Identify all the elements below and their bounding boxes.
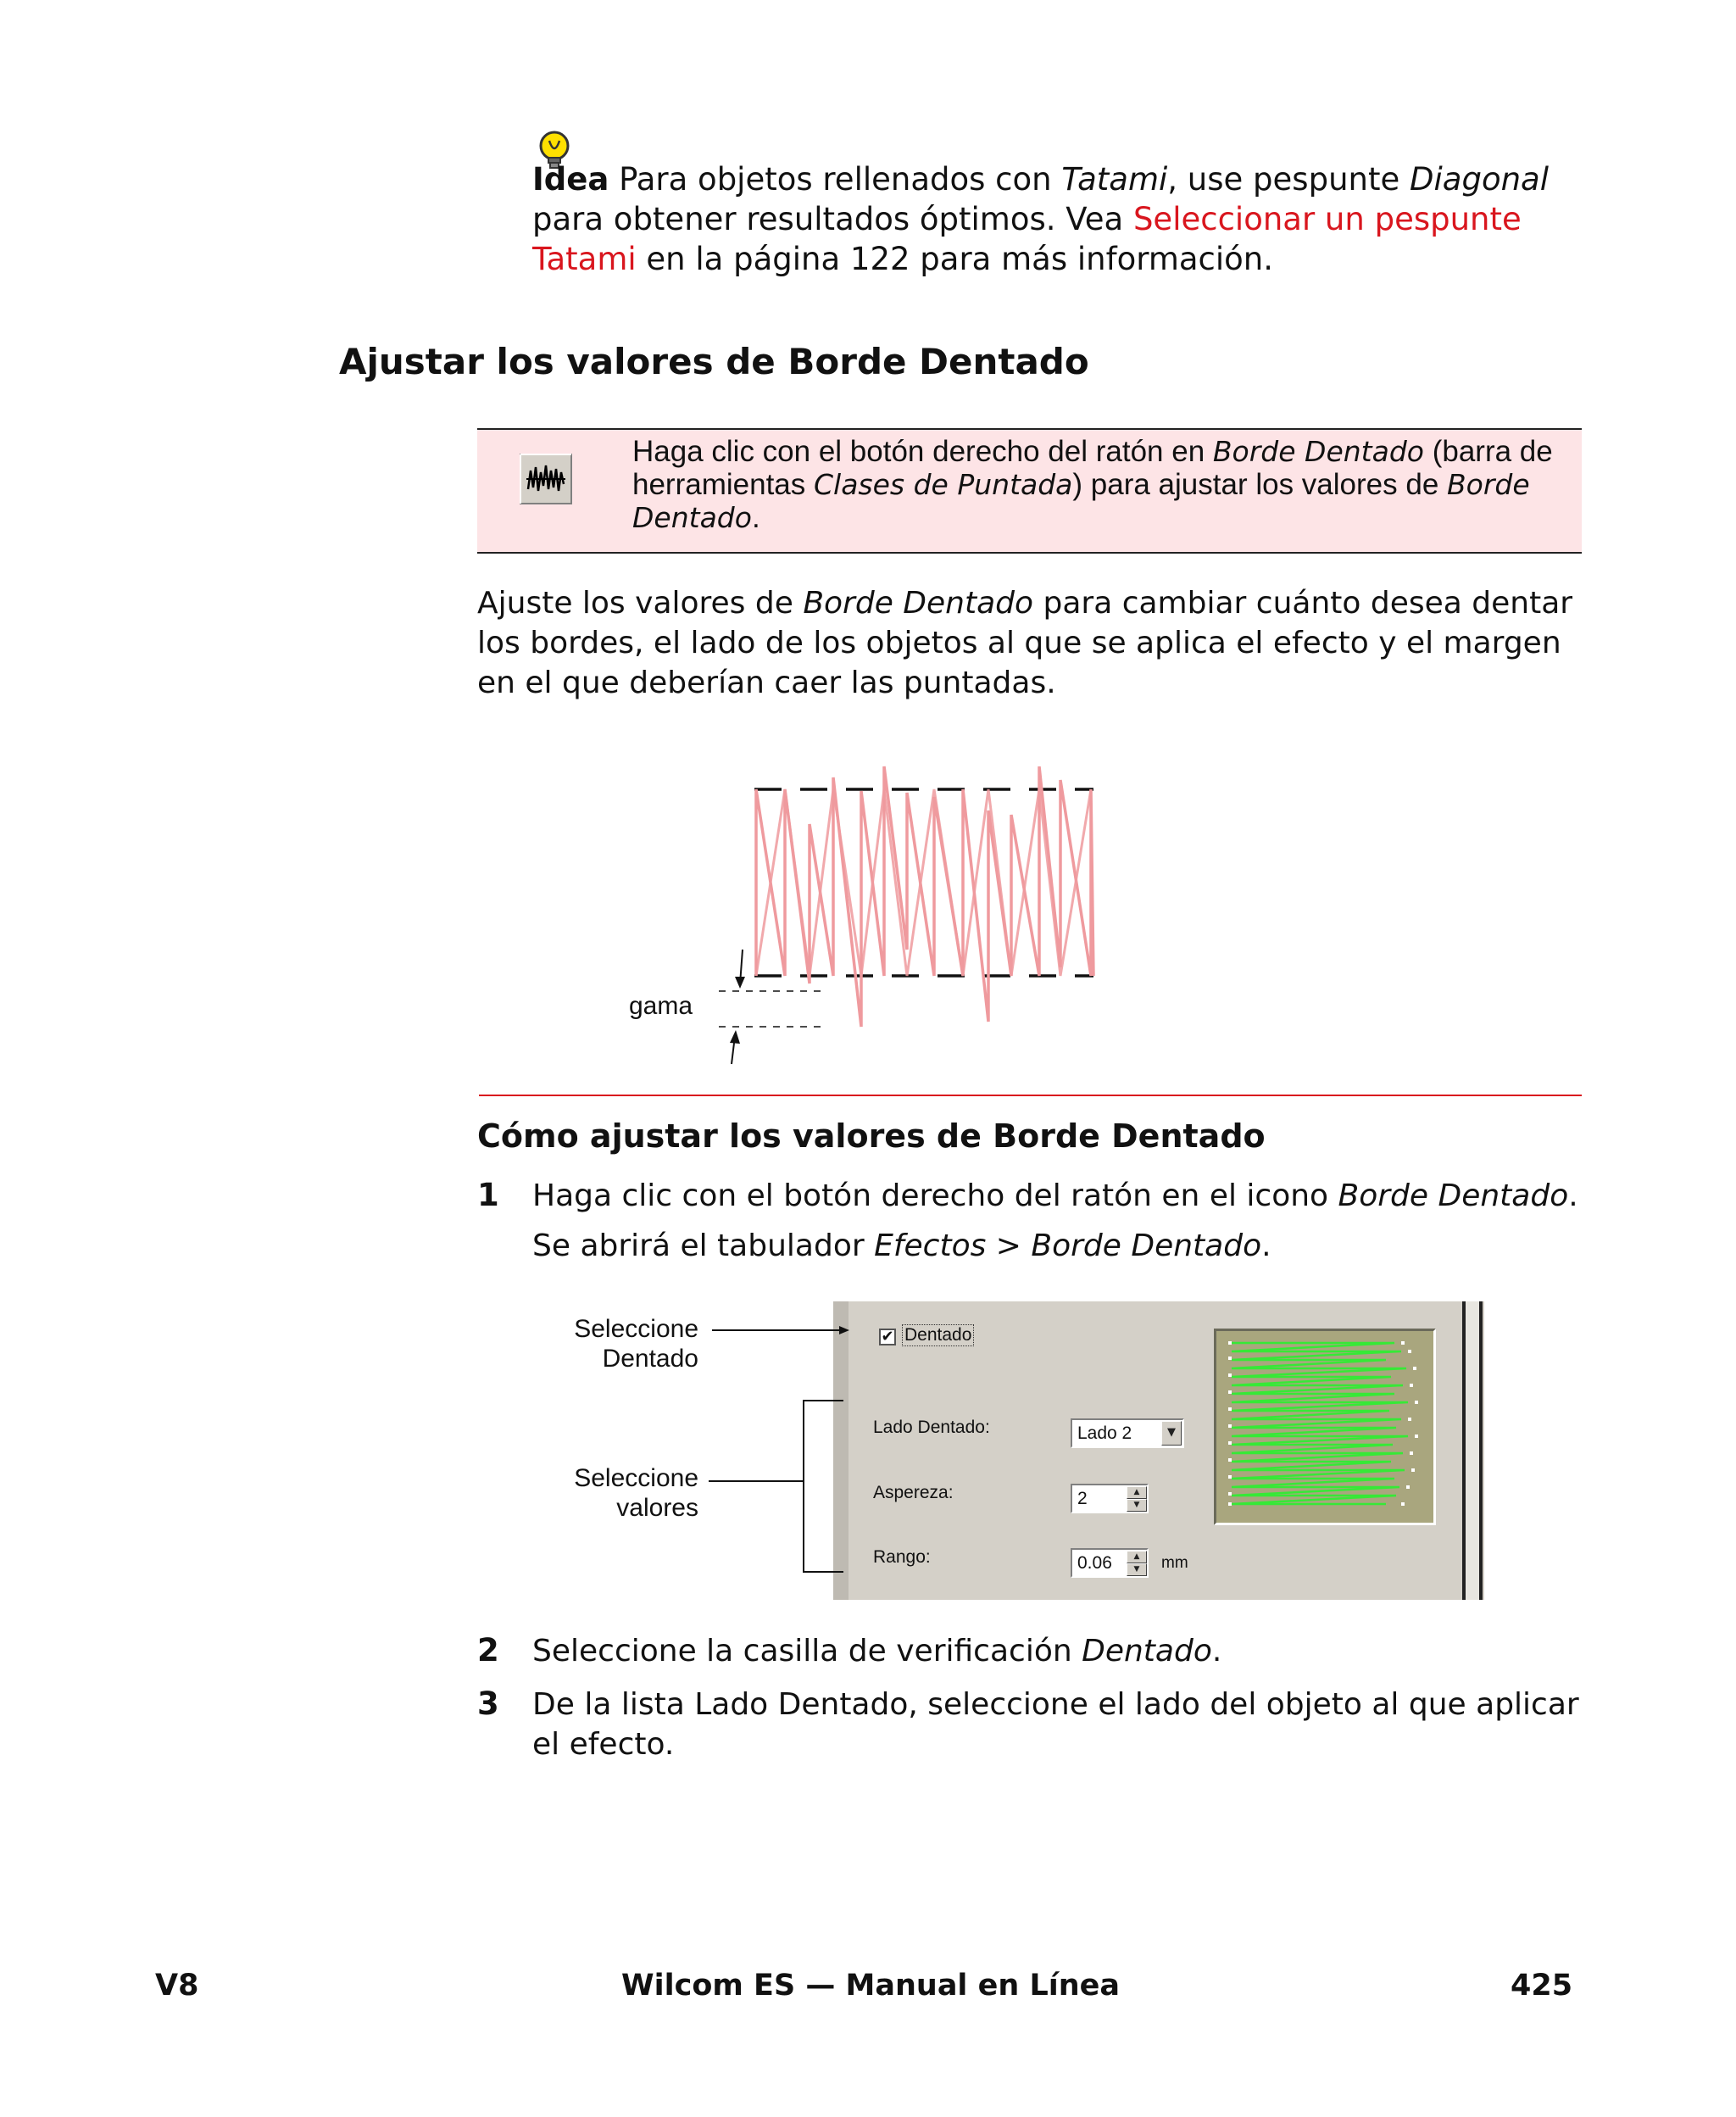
step-1-result-term: Efectos > Borde Dentado xyxy=(874,1228,1262,1263)
idea-text-1: Para objetos rellenados con xyxy=(609,161,1062,198)
procedure-heading: Cómo ajustar los valores de Borde Dentado xyxy=(477,1117,1266,1155)
idea-term-tatami: Tatami xyxy=(1061,161,1168,198)
stitch-preview xyxy=(1216,1331,1433,1523)
annotation-line: Dentado xyxy=(602,1345,698,1373)
step-2-text: Seleccione la casilla de verificación xyxy=(532,1634,1082,1669)
chevron-down-icon[interactable]: ▼ xyxy=(1161,1421,1182,1446)
idea-text-3: para obtener resultados óptimos. Vea xyxy=(532,201,1133,237)
step-text xyxy=(532,1176,1579,1216)
range-arrow-bottom xyxy=(730,1030,740,1064)
dialog-right-border xyxy=(1479,1301,1483,1600)
dentado-checkbox-label[interactable]: Dentado xyxy=(902,1324,974,1346)
annotation-select-values xyxy=(512,1463,698,1523)
step-result xyxy=(532,1226,1579,1266)
para-text-2: para cambiar cuánto desea dentar los bordes, el lado de los objetos al que se aplica el efecto y el margen en el que deberían caer las puntadas. xyxy=(477,586,1573,700)
step-1-term: Borde Dentado xyxy=(1338,1178,1569,1213)
step-1-text: Haga clic con el botón derecho del ratón en el icono xyxy=(532,1178,1338,1213)
step-1-end: . xyxy=(1568,1178,1578,1213)
tip-term-2: Clases de Puntada xyxy=(813,468,1073,501)
idea-label: Idea xyxy=(532,161,609,198)
side-select-value: Lado 2 xyxy=(1077,1423,1132,1443)
annotation-line: Seleccione xyxy=(574,1464,698,1492)
tip-text-1: Haga clic con el botón derecho del ratón en xyxy=(632,435,1213,468)
annotation-line: valores xyxy=(616,1494,698,1522)
para-term: Borde Dentado xyxy=(803,586,1034,621)
footer-version: V8 xyxy=(155,1969,199,2003)
stitch-zigzag xyxy=(756,766,1093,1027)
roughness-value: 2 xyxy=(1077,1489,1088,1508)
annotation-select-dentado xyxy=(512,1314,698,1373)
idea-note xyxy=(532,159,1579,279)
annotation-connectors xyxy=(704,1323,856,1577)
step-text xyxy=(532,1631,1579,1671)
section-heading: Ajustar los valores de Borde Dentado xyxy=(339,341,1089,382)
spin-down-icon[interactable]: ▼ xyxy=(1127,1499,1147,1512)
spin-up-icon[interactable]: ▲ xyxy=(1127,1486,1147,1499)
spin-up-icon[interactable]: ▲ xyxy=(1127,1551,1147,1563)
body-paragraph xyxy=(477,583,1579,703)
section-divider xyxy=(479,1095,1582,1096)
idea-text-2: , use pespunte xyxy=(1167,161,1410,198)
dentado-checkbox[interactable]: ✔ xyxy=(879,1329,896,1345)
idea-term-diagonal: Diagonal xyxy=(1410,161,1549,198)
tip-text-2: (barra de herramientas xyxy=(632,435,1553,501)
step-text: De la lista Lado Dentado, seleccione el lado del objeto al que aplicar el efecto. xyxy=(532,1687,1579,1762)
idea-text-4: en la página 122 para más información. xyxy=(636,241,1274,277)
tip-term-1: Borde Dentado xyxy=(1212,435,1424,468)
tip-text xyxy=(632,435,1565,534)
range-unit: mm xyxy=(1161,1554,1188,1572)
jagged-edge-tool-icon[interactable] xyxy=(520,454,572,504)
spin-down-icon[interactable]: ▼ xyxy=(1127,1563,1147,1576)
annotation-line: Seleccione xyxy=(574,1315,698,1343)
range-label: gama xyxy=(629,992,693,1020)
tip-term-3: Borde Dentado xyxy=(632,468,1530,534)
range-arrow-top xyxy=(735,950,745,989)
footer-title: Wilcom ES — Manual en Línea xyxy=(621,1969,1121,2003)
step-1-result-text: Se abrirá el tabulador xyxy=(532,1228,875,1263)
para-text-1: Ajuste los valores de xyxy=(477,586,804,621)
range-label: Rango: xyxy=(873,1547,931,1567)
page-number: 425 xyxy=(1511,1969,1573,2003)
step-2-term: Dentado xyxy=(1082,1634,1212,1669)
step-number: 2 xyxy=(477,1632,499,1669)
preview-panel xyxy=(1214,1329,1436,1525)
tatami-link[interactable]: Seleccionar un pespunte Tatami xyxy=(532,201,1522,277)
dialog-edge xyxy=(1466,1301,1479,1600)
step-number: 1 xyxy=(477,1177,499,1213)
side-label: Lado Dentado: xyxy=(873,1418,990,1437)
tip-text-4: . xyxy=(751,501,760,534)
tip-text-3: ) para ajustar los valores de xyxy=(1072,468,1448,501)
step-1-result-end: . xyxy=(1261,1228,1271,1263)
range-value: 0.06 xyxy=(1077,1553,1112,1573)
step-number: 3 xyxy=(477,1685,499,1722)
step-2-end: . xyxy=(1211,1634,1222,1669)
roughness-label: Aspereza: xyxy=(873,1483,954,1502)
jagged-edge-diagram xyxy=(619,729,1127,1077)
